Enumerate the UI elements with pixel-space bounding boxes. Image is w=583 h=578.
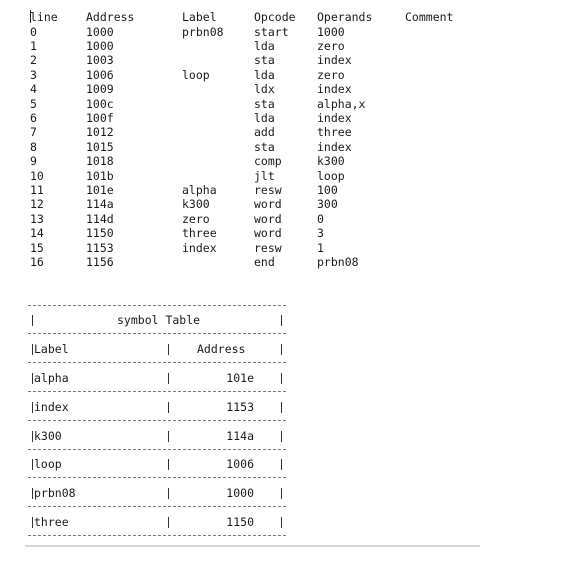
listing-cell-address: 100f bbox=[86, 110, 114, 125]
listing-cell-operands: zero bbox=[317, 38, 345, 53]
symtab-address: 1150 bbox=[226, 515, 254, 529]
listing-cell-line: 8 bbox=[30, 139, 37, 154]
listing-cell-line: 4 bbox=[30, 82, 37, 97]
header-line-text: line bbox=[30, 10, 58, 24]
listing-cell-opcode: lda bbox=[254, 38, 275, 53]
listing-cell-operands: 3 bbox=[317, 226, 324, 241]
listing-cell-opcode: resw bbox=[254, 182, 282, 197]
listing-cell-address: 1003 bbox=[86, 53, 114, 68]
table-pipe bbox=[281, 488, 282, 499]
table-pipe bbox=[32, 517, 33, 528]
table-pipe bbox=[281, 344, 282, 355]
listing-cell-operands: 100 bbox=[317, 182, 338, 197]
listing-cell-line: 6 bbox=[30, 110, 37, 125]
listing-cell-line: 14 bbox=[30, 226, 44, 241]
symtab-address: 1006 bbox=[226, 457, 254, 472]
listing-cell-label: zero bbox=[182, 211, 210, 226]
listing-cell-opcode: lda bbox=[254, 67, 275, 82]
table-border bbox=[28, 506, 286, 507]
listing-cell-opcode: add bbox=[254, 125, 275, 140]
table-pipe bbox=[281, 459, 282, 470]
listing-cell-address: 1006 bbox=[86, 67, 114, 82]
listing-cell-opcode: comp bbox=[254, 154, 282, 169]
header-line bbox=[30, 10, 58, 24]
listing-cell-opcode: start bbox=[254, 24, 289, 39]
listing-cell-address: 100c bbox=[86, 96, 114, 111]
listing-cell-line: 13 bbox=[30, 211, 44, 226]
table-border bbox=[28, 391, 286, 392]
table-pipe bbox=[168, 459, 169, 470]
symtab-label: loop bbox=[34, 457, 62, 472]
table-pipe bbox=[281, 373, 282, 384]
listing-cell-operands: k300 bbox=[317, 154, 345, 169]
listing-cell-line: 2 bbox=[30, 53, 37, 68]
table-border bbox=[28, 477, 286, 478]
listing-cell-address: 1015 bbox=[86, 139, 114, 154]
symtab-label: prbn08 bbox=[34, 486, 76, 501]
symtab-address: 101e bbox=[226, 371, 254, 385]
table-border bbox=[28, 535, 286, 536]
symtab-header-address: Address bbox=[197, 342, 246, 356]
listing-cell-address: 1018 bbox=[86, 154, 114, 169]
listing-cell-opcode: word bbox=[254, 197, 282, 212]
header-comment: Comment bbox=[405, 10, 454, 24]
symtab-address: 1000 bbox=[226, 486, 254, 501]
table-pipe bbox=[281, 431, 282, 442]
table-pipe bbox=[281, 402, 282, 413]
listing-cell-address: 1000 bbox=[86, 24, 114, 39]
table-pipe bbox=[168, 373, 169, 384]
assembly-listing bbox=[0, 0, 583, 280]
listing-cell-opcode: lda bbox=[254, 110, 275, 125]
listing-cell-line: 0 bbox=[30, 24, 37, 39]
listing-cell-opcode: ldx bbox=[254, 82, 275, 97]
listing-cell-opcode: sta bbox=[254, 96, 275, 111]
listing-cell-address: 1009 bbox=[86, 82, 114, 97]
header-opcode: Opcode bbox=[254, 10, 296, 24]
listing-cell-operands: three bbox=[317, 125, 352, 140]
symtab-label: alpha bbox=[34, 371, 69, 385]
listing-cell-address: 114d bbox=[86, 211, 114, 226]
listing-cell-operands: prbn08 bbox=[317, 254, 359, 269]
listing-cell-address: 1150 bbox=[86, 226, 114, 241]
table-border bbox=[28, 449, 286, 450]
symtab-label: k300 bbox=[34, 428, 62, 443]
listing-cell-operands: alpha,x bbox=[317, 96, 366, 111]
table-pipe bbox=[281, 315, 282, 326]
listing-cell-label: prbn08 bbox=[182, 24, 224, 39]
table-border bbox=[28, 420, 286, 421]
listing-cell-line: 1 bbox=[30, 38, 37, 53]
listing-cell-operands: index bbox=[317, 139, 352, 154]
listing-cell-line: 3 bbox=[30, 67, 37, 82]
listing-cell-line: 15 bbox=[30, 240, 44, 255]
symtab-header-label: Label bbox=[34, 342, 69, 356]
table-pipe bbox=[32, 315, 33, 326]
listing-cell-operands: index bbox=[317, 53, 352, 68]
listing-cell-line: 12 bbox=[30, 197, 44, 212]
listing-cell-address: 1000 bbox=[86, 38, 114, 53]
listing-cell-opcode: end bbox=[254, 254, 275, 269]
listing-cell-line: 11 bbox=[30, 182, 44, 197]
table-pipe bbox=[32, 431, 33, 442]
table-border bbox=[28, 362, 286, 363]
table-pipe bbox=[32, 459, 33, 470]
listing-cell-address: 1012 bbox=[86, 125, 114, 140]
table-border bbox=[28, 305, 286, 306]
header-address: Address bbox=[86, 10, 135, 24]
listing-cell-opcode: jlt bbox=[254, 168, 275, 183]
listing-cell-address: 1153 bbox=[86, 240, 114, 255]
table-pipe bbox=[168, 431, 169, 442]
listing-cell-opcode: resw bbox=[254, 240, 282, 255]
listing-cell-line: 10 bbox=[30, 168, 44, 183]
listing-cell-operands: 1 bbox=[317, 240, 324, 255]
symtab-address: 114a bbox=[226, 428, 254, 443]
listing-cell-address: 1156 bbox=[86, 254, 114, 269]
listing-cell-address: 101b bbox=[86, 168, 114, 183]
table-pipe bbox=[281, 517, 282, 528]
listing-cell-operands: index bbox=[317, 82, 352, 97]
symbol-table bbox=[28, 298, 288, 544]
listing-cell-label: k300 bbox=[182, 197, 210, 212]
listing-cell-line: 7 bbox=[30, 125, 37, 140]
listing-cell-opcode: sta bbox=[254, 53, 275, 68]
listing-cell-label: alpha bbox=[182, 182, 217, 197]
symtab-address: 1153 bbox=[226, 399, 254, 414]
listing-cell-line: 5 bbox=[30, 96, 37, 111]
listing-cell-opcode: word bbox=[254, 226, 282, 241]
table-pipe bbox=[32, 344, 33, 355]
listing-cell-line: 9 bbox=[30, 154, 37, 169]
listing-cell-label: index bbox=[182, 240, 217, 255]
header-label: Label bbox=[182, 10, 217, 24]
divider bbox=[25, 545, 480, 547]
listing-cell-label: three bbox=[182, 226, 217, 241]
table-pipe bbox=[168, 402, 169, 413]
table-pipe bbox=[168, 344, 169, 355]
listing-cell-operands: loop bbox=[317, 168, 345, 183]
listing-cell-line: 16 bbox=[30, 254, 44, 269]
table-pipe bbox=[168, 517, 169, 528]
listing-cell-operands: 0 bbox=[317, 211, 324, 226]
symbol-table-title: symbol Table bbox=[117, 313, 201, 327]
symtab-label: index bbox=[34, 399, 69, 414]
listing-cell-opcode: sta bbox=[254, 139, 275, 154]
listing-cell-label: loop bbox=[182, 67, 210, 82]
listing-cell-opcode: word bbox=[254, 211, 282, 226]
table-pipe bbox=[32, 402, 33, 413]
listing-cell-operands: 300 bbox=[317, 197, 338, 212]
listing-cell-operands: index bbox=[317, 110, 352, 125]
table-pipe bbox=[32, 488, 33, 499]
header-operands: Operands bbox=[317, 10, 373, 24]
listing-cell-address: 101e bbox=[86, 182, 114, 197]
table-pipe bbox=[32, 373, 33, 384]
listing-cell-operands: 1000 bbox=[317, 24, 345, 39]
symtab-label: three bbox=[34, 515, 69, 529]
listing-cell-operands: zero bbox=[317, 67, 345, 82]
table-pipe bbox=[168, 488, 169, 499]
listing-cell-address: 114a bbox=[86, 197, 114, 212]
table-border bbox=[28, 333, 286, 334]
